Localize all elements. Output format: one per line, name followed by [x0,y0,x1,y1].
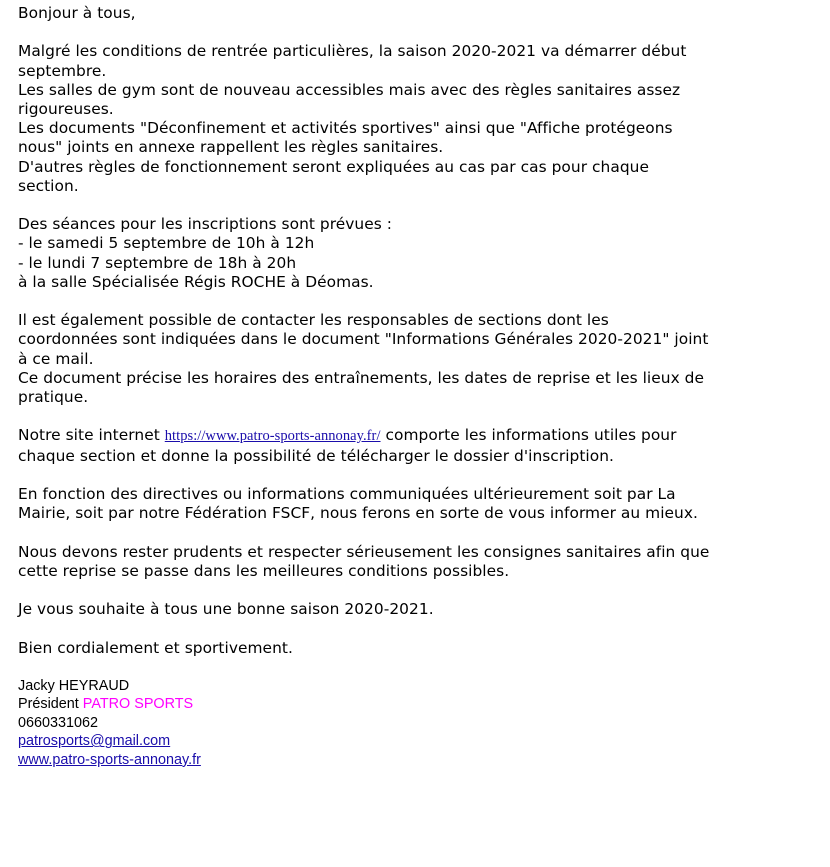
greeting [18,4,812,23]
text-line: septembre. [18,61,107,80]
text-line: Il est également possible de contacter les responsables de sections dont les [18,311,609,330]
signature-website-link[interactable]: www.patro-sports-annonay.fr [18,751,201,768]
paragraph-registration [18,215,812,292]
paragraph-directives [18,485,812,523]
organization-name: PATRO SPORTS [82,696,194,713]
paragraph-contacts [18,311,812,407]
signature-email-line [18,732,812,750]
paragraph-website [18,426,812,465]
text-before-link: Notre site internet [18,426,165,445]
text-after-link: comporte les informations utiles pour [380,426,677,445]
text-line: Je vous souhaite à tous une bonne saison 2020-2021. [18,600,434,619]
text-line: - le lundi 7 septembre de 18h à 20h [18,253,297,272]
website-link[interactable]: https://www.patro-sports-annonay.fr/ [164,428,381,445]
text-line: Mairie, soit par notre Fédération FSCF, nous ferons en sorte de vous informer au mieux. [18,504,698,523]
text-line: coordonnées sont indiquées dans le document "Informations Générales 2020-2021" joint [18,330,709,349]
text-line: rigoureuses. [18,100,114,118]
signature-role [18,695,812,713]
text-line: Nous devons rester prudents et respecter sérieusement les consignes sanitaires afin que [18,542,710,561]
text-line: Des séances pour les inscriptions sont prévues : [18,215,393,234]
role-prefix: Président [18,696,83,713]
closing [18,639,812,658]
text-line: nous" joints en annexe rappellent les règles sanitaires. [18,138,444,157]
text-line: pratique. [18,388,89,407]
text-line: section. [18,176,79,195]
text-line [18,426,812,446]
text-line: chaque section et donne la possibilité de télécharger le dossier d'inscription. [18,446,614,465]
text-line: cette reprise se passe dans les meilleures conditions possibles. [18,561,510,580]
text-line: Les documents "Déconfinement et activités sportives" ainsi que "Affiche protégeons [18,119,673,138]
signature-email-link[interactable]: patrosports@gmail.com [18,733,171,750]
text-line: à la salle Spécialisée Régis ROCHE à Déomas. [18,272,374,291]
closing-text: Bien cordialement et sportivement. [18,638,293,657]
text-line: - le samedi 5 septembre de 10h à 12h [18,234,315,253]
paragraph-season [18,42,812,196]
text-line: Ce document précise les horaires des entraînements, les dates de reprise et les lieux de [18,368,705,387]
message-text [18,4,812,658]
text-line: En fonction des directives ou informations communiquées ultérieurement soit par La [18,485,676,503]
text-line: Les salles de gym sont de nouveau accessibles mais avec des règles sanitaires assez [18,80,681,99]
paragraph-caution [18,543,812,581]
paragraph-wishes [18,600,812,619]
signature-website-line [18,751,812,769]
text-line: D'autres règles de fonctionnement seront expliquées au cas par cas pour chaque [18,157,649,176]
greeting-text: Bonjour à tous, [18,4,136,22]
signature-phone: 0660331062 [18,714,99,731]
text-line: à ce mail. [18,349,94,368]
text-line: Malgré les conditions de rentrée particulières, la saison 2020-2021 va démarrer début [18,42,687,61]
signature-name: Jacky HEYRAUD [18,677,130,694]
signature-block [18,677,812,769]
